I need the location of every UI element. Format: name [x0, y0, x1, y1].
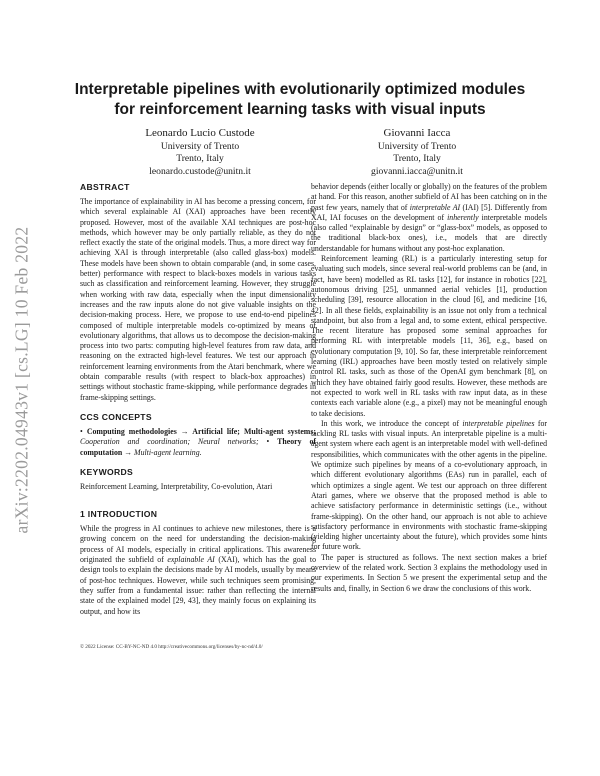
- keywords-heading: KEYWORDS: [80, 466, 134, 477]
- author-email: leonardo.custode@unitn.it: [149, 165, 251, 177]
- left-column: [80, 182, 316, 617]
- ccs-text: [80, 427, 316, 458]
- paper-title: [40, 80, 560, 120]
- arxiv-stamp: [2, 170, 42, 590]
- author-email: giovanni.iacca@unitn.it: [371, 165, 463, 177]
- author-location: Trento, Italy: [176, 153, 224, 164]
- right-paragraph-2: Reinforcement learning (RL) is a particularly interesting setup for evaluating such models, since several real-world problems can be (and, in fact, have been) modelled as RL tasks [12], for instance in robotics [22], autonomous driving [25], unmanned aerial vehicles [1], production scheduling [39], resource allocation in the cloud [6], and medicine [16, 42]. In all these fields, explainability is an issue not only from a technical standpoint, but also from a legal and, to some extent, ethical perspective. The recent literature has proposed some seminal approaches for performing RL with interpretable models [11, 36], e.g., based on evolutionary computation [9, 10]. So far, these interpretable reinforcement learning (IRL) approaches have been mostly tested on relatively simple control RL tasks, such as those of the OpenAI gym benchmark [8], on which they have obtained fairly good results. However, these methods are not expected to work well in RL tasks with raw input data, as in these contexts each variable alone (e.g., a pixel) may not be meaningful enough to take decisions.: [311, 254, 547, 418]
- author-name: Giovanni Iacca: [383, 127, 451, 139]
- keywords-text: Reinforcement Learning, Interpretability, Co-evolution, Atari: [80, 481, 273, 491]
- ccs-heading: CCS CONCEPTS: [80, 411, 152, 422]
- title-line-1: Interpretable pipelines with evolutionarily optimized modules: [74, 81, 526, 98]
- right-paragraph-1: behavior depends (either locally or globally) on the features of the problem at hand. For this reason, another subfield of AI has been catching on in the past few years, namely that of interpretable AI (IAI) [5]. Differently from XAI, IAI focuses on the development of inherently interpretable models (also called “explainable by design” or “glass-box” models, as opposed to the traditional black-box ones), i.e., models that are directly understandable for humans without any post-hoc explanation.: [311, 182, 548, 253]
- ccs-bullet: •: [266, 437, 270, 447]
- abstract-text: The importance of explainability in AI has become a pressing concern, for which several explainable AI (XAI) approaches have been recently proposed. However, most of the available XAI techniques are post-hoc methods, which however may be only partially reliable, as they do not reflect exactly the state of the original models. Thus, a more direct way for achieving XAI is through interpretable (also called glass-box) models. These models have been shown to obtain comparable (and, in some cases, better) performance with respect to black-boxes models in various tasks such as classification and reinforcement learning. However, they struggle when working with raw data, especially when the input dimensionality increases and the raw inputs alone do not give valuable insights on the decision-making process. Here, we propose to use end-to-end pipelines composed of multiple interpretable models co-optimized by means of evolutionary algorithms, that allows us to decompose the decision-making process into two parts: computing high-level features from raw data, and reasoning on the extracted high-level features. We test our approach in reinforcement learning environments from the Atari benchmark, where we obtain comparable results (with respect to black-box approaches) in settings without stochastic frame-skipping, while performance degrades in frame-skipping settings.: [80, 197, 316, 402]
- right-column: [311, 182, 547, 594]
- author-location: Trento, Italy: [393, 153, 441, 164]
- author-2: [297, 127, 537, 178]
- abstract-heading: ABSTRACT: [80, 182, 130, 192]
- title-line-2: for reinforcement learning tasks with visual inputs: [114, 101, 486, 118]
- ccs-bullet: •: [80, 426, 83, 436]
- author-1: [80, 127, 320, 178]
- author-affiliation: University of Trento: [377, 140, 457, 152]
- ccs-concept-b-sub: Multi-agent learning.: [134, 447, 202, 457]
- right-paragraph-4: The paper is structured as follows. The next section makes a brief overview of the related work. Section 3 explains the methodology used in our experiments. In Section 5 we present the experimental setup and the results and, finally, in Section 6 we draw the conclusions of this work.: [311, 552, 547, 593]
- ccs-concept-a-sub: Cooperation and coordination; Neural networks;: [80, 437, 259, 447]
- right-paragraph-3: In this work, we introduce the concept of interpretable pipelines for tackling RL tasks with visual inputs. An interpretable pipeline is a multi-agent system where each agent is an interpretable model with well-defined responsibilities, which communicates with the other agents in the pipeline. We optimize such pipelines by means of a co-evolutionary approach, in which different evolutionary algorithms (EAs) run in parallel, each of which optimizes a single agent. We test our approach on three different Atari games, where we observe that the proposed method is able to achieve satisfactory performance in deterministic settings (i.e., without frame-skipping). On the other hand, our approach is not able to achieve satisfactory performance in environments with stochastic frame-skipping (yielding higher uncertainty about the future), which provides some hints for future work.: [311, 418, 547, 552]
- author-name: Leonardo Lucio Custode: [145, 127, 255, 139]
- intro-paragraph: While the progress in AI continues to achieve new milestones, there is a growing concern on the need for understanding the decision-making process of AI models, especially in critical applications. This awareness originated the subfield of explainable AI (XAI), which has the goal to design tools to explain the decisions made by AI models, usually by means of post-hoc techniques. However, while such techniques seem promising, they suffer from a fundamental issue: rather than reflecting the internal state of the explained model [29, 43], they mainly focus on explaining its output, and how its: [80, 524, 316, 616]
- intro-heading: 1 INTRODUCTION: [80, 509, 158, 520]
- arxiv-stamp-text: arXiv:2202.04943v1 [cs.LG] 10 Feb 2022: [11, 226, 32, 534]
- author-affiliation: University of Trento: [160, 140, 240, 152]
- ccs-concept-a: Computing methodologies → Artificial life; Multi-agent systems;: [86, 426, 316, 436]
- license-footer: © 2022 License: CC-BY-NC-ND 4.0 http://creativecommons.org/licenses/by-nc-nd/4.0/: [80, 644, 263, 650]
- ccs-concept-b: Theory of computation →: [80, 437, 316, 457]
